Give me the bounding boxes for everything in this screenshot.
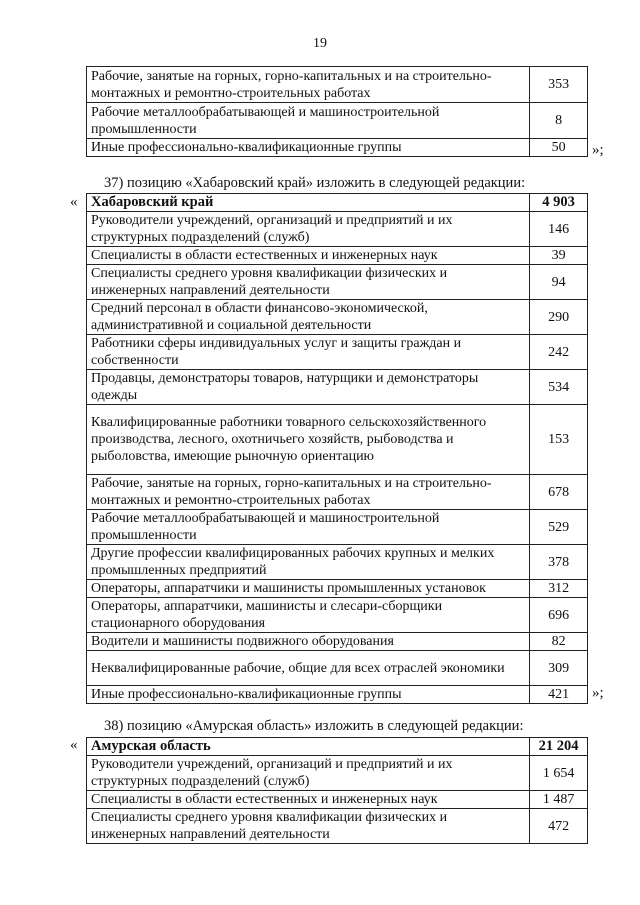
- page-number: 19: [313, 36, 327, 51]
- row-value: 529: [530, 510, 588, 545]
- table-amur: [86, 737, 588, 844]
- row-name: Специалисты в области естественных и инженерных наук: [87, 791, 530, 809]
- row-value: 353: [530, 67, 588, 103]
- row-name: Специалисты среднего уровня квалификации физических и инженерных направлений деятельности: [87, 809, 530, 844]
- closing-quote: »;: [592, 685, 604, 701]
- row-name: Рабочие металлообрабатывающей и машиностроительной промышленности: [87, 510, 530, 545]
- row-name: Неквалифицированные рабочие, общие для всех отраслей экономики: [87, 651, 530, 686]
- table-row: [87, 335, 588, 370]
- row-value: 696: [530, 598, 588, 633]
- opening-quote: «: [70, 194, 78, 210]
- row-value: 312: [530, 580, 588, 598]
- region-total: 4 903: [530, 194, 588, 212]
- table-row: [87, 598, 588, 633]
- table-row: [87, 756, 588, 791]
- table-row: [87, 212, 588, 247]
- row-name: Специалисты в области естественных и инженерных наук: [87, 247, 530, 265]
- table-header-row: [87, 194, 588, 212]
- row-name: Операторы, аппаратчики и машинисты промышленных установок: [87, 580, 530, 598]
- row-value: 421: [530, 686, 588, 704]
- row-value: 378: [530, 545, 588, 580]
- row-value: 82: [530, 633, 588, 651]
- row-name: Рабочие, занятые на горных, горно-капитальных и на строительно-монтажных и ремонтно-строительных работах: [87, 67, 530, 103]
- table-row: [87, 510, 588, 545]
- row-name: Водители и машинисты подвижного оборудования: [87, 633, 530, 651]
- table-row: [87, 405, 588, 475]
- table-row: [87, 580, 588, 598]
- table-row: [87, 103, 588, 139]
- table-row: [87, 475, 588, 510]
- row-value: 1 654: [530, 756, 588, 791]
- row-name: Операторы, аппаратчики, машинисты и слесари-сборщики стационарного оборудования: [87, 598, 530, 633]
- row-value: 50: [530, 139, 588, 157]
- section-37-heading: 37) позицию «Хабаровский край» изложить в следующей редакции:: [104, 175, 526, 191]
- region-name: Амурская область: [87, 738, 530, 756]
- table-row: [87, 67, 588, 103]
- row-value: 94: [530, 265, 588, 300]
- row-name: Средний персонал в области финансово-экономической, административной и социальной деятельности: [87, 300, 530, 335]
- row-name: Другие профессии квалифицированных рабочих крупных и мелких промышленных предприятий: [87, 545, 530, 580]
- table-continuation: [86, 66, 588, 157]
- table-row: [87, 139, 588, 157]
- row-name: Рабочие, занятые на горных, горно-капитальных и на строительно-монтажных и ремонтно-строительных работах: [87, 475, 530, 510]
- row-value: 8: [530, 103, 588, 139]
- table-khabarovsk: [86, 193, 588, 704]
- table-row: [87, 651, 588, 686]
- opening-quote: «: [70, 737, 78, 753]
- row-name: Иные профессионально-квалификационные группы: [87, 686, 530, 704]
- row-name: Квалифицированные работники товарного сельскохозяйственного производства, лесного, охотничьего хозяйств, рыбоводства и рыболовства, имеющие рыночную ориентацию: [87, 405, 530, 475]
- row-value: 1 487: [530, 791, 588, 809]
- row-name: Иные профессионально-квалификационные группы: [87, 139, 530, 157]
- table-header-row: [87, 738, 588, 756]
- row-value: 290: [530, 300, 588, 335]
- row-value: 678: [530, 475, 588, 510]
- row-name: Работники сферы индивидуальных услуг и защиты граждан и собственности: [87, 335, 530, 370]
- row-name: Рабочие металлообрабатывающей и машиностроительной промышленности: [87, 103, 530, 139]
- row-value: 534: [530, 370, 588, 405]
- row-value: 472: [530, 809, 588, 844]
- row-name: Продавцы, демонстраторы товаров, натурщики и демонстраторы одежды: [87, 370, 530, 405]
- table-row: [87, 370, 588, 405]
- row-value: 242: [530, 335, 588, 370]
- region-name: Хабаровский край: [87, 194, 530, 212]
- table-row: [87, 809, 588, 844]
- table-row: [87, 686, 588, 704]
- table-row: [87, 247, 588, 265]
- row-value: 146: [530, 212, 588, 247]
- row-value: 309: [530, 651, 588, 686]
- table-row: [87, 545, 588, 580]
- table-row: [87, 300, 588, 335]
- row-value: 39: [530, 247, 588, 265]
- table-row: [87, 633, 588, 651]
- row-name: Руководители учреждений, организаций и предприятий и их структурных подразделений (служб): [87, 212, 530, 247]
- region-total: 21 204: [530, 738, 588, 756]
- section-38-heading: 38) позицию «Амурская область» изложить в следующей редакции:: [104, 718, 524, 734]
- table-row: [87, 265, 588, 300]
- row-name: Руководители учреждений, организаций и предприятий и их структурных подразделений (служб): [87, 756, 530, 791]
- closing-quote: »;: [592, 142, 604, 158]
- table-row: [87, 791, 588, 809]
- row-value: 153: [530, 405, 588, 475]
- row-name: Специалисты среднего уровня квалификации физических и инженерных направлений деятельности: [87, 265, 530, 300]
